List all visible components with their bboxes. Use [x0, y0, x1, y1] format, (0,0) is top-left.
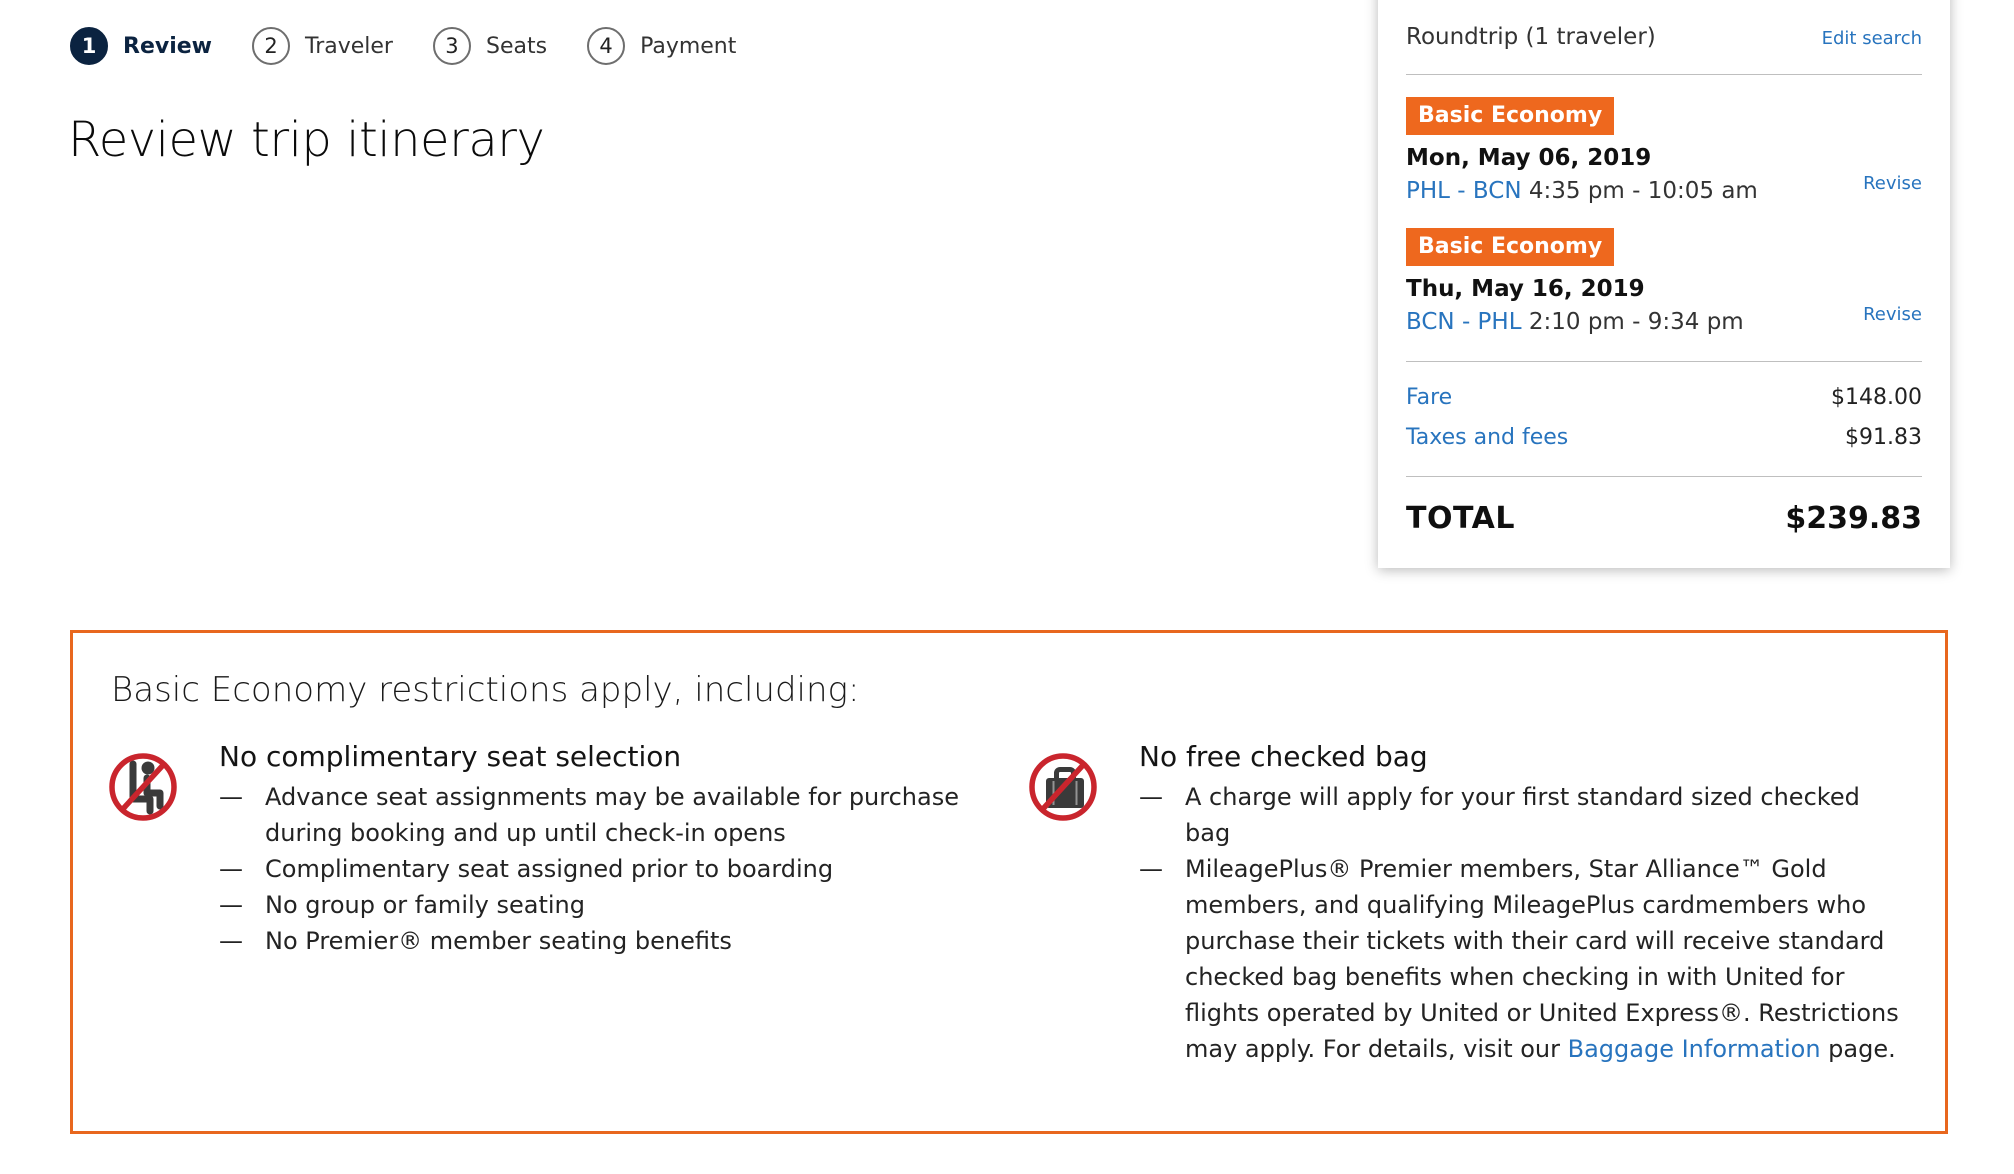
basic-economy-badge: Basic Economy	[1406, 228, 1614, 266]
segment-route-line	[1406, 307, 1922, 337]
list-item: — Advance seat assignments may be available for purchase during booking and up until check-in opens	[219, 779, 1027, 851]
step-seats-number: 3	[433, 27, 471, 65]
list-item: — A charge will apply for your first standard sized checked bag	[1139, 779, 1907, 851]
total-label: TOTAL	[1406, 501, 1515, 536]
flight-segment-return	[1406, 228, 1922, 337]
segment-route-link[interactable]: BCN - PHL	[1406, 309, 1522, 335]
segment-times: 4:35 pm - 10:05 am	[1528, 178, 1758, 204]
list-item	[1139, 851, 1907, 1067]
total-row	[1406, 501, 1922, 536]
restrictions-title: Basic Economy restrictions apply, including:	[111, 670, 860, 710]
list-item: — No Premier® member seating benefits	[219, 923, 1027, 959]
restriction-list-seats	[219, 779, 1027, 959]
page-title: Review trip itinerary	[68, 112, 545, 168]
flight-segment-outbound	[1406, 97, 1922, 206]
step-seats	[433, 27, 547, 65]
segment-route-link[interactable]: PHL - BCN	[1406, 178, 1522, 204]
restriction-column-seats	[107, 737, 1027, 1067]
trip-summary-card	[1378, 0, 1950, 568]
fare-link[interactable]: Fare	[1406, 385, 1453, 410]
basic-economy-restrictions-panel	[70, 630, 1948, 1134]
card-divider	[1406, 74, 1922, 75]
step-payment-label: Payment	[640, 33, 737, 59]
segment-route-line	[1406, 176, 1922, 206]
total-amount: $239.83	[1785, 501, 1922, 536]
step-review	[70, 27, 212, 65]
bag-benefit-text: MileagePlus® Premier members, Star Alliance™ Gold members, and qualifying MileagePlus cardmembers who purchase their tickets with their card will receive standard checked bag benefits when checking in with United for flights operated by United or United Express®. Restrictions may apply. For details, visit our	[1185, 855, 1899, 1063]
restriction-heading-bag: No free checked bag	[1139, 740, 1428, 773]
segment-date: Thu, May 16, 2019	[1406, 276, 1645, 302]
step-payment-number: 4	[587, 27, 625, 65]
step-seats-label: Seats	[485, 33, 548, 59]
list-item: — No group or family seating	[219, 887, 1027, 923]
step-traveler-label: Traveler	[305, 33, 393, 59]
revise-outbound-link[interactable]: Revise	[1863, 173, 1922, 194]
taxes-and-fees-link[interactable]: Taxes and fees	[1406, 425, 1569, 450]
step-payment	[587, 27, 736, 65]
step-review-number: 1	[70, 27, 108, 65]
no-seat-selection-icon	[107, 751, 179, 823]
taxes-amount: $91.83	[1845, 425, 1922, 450]
booking-stepper	[70, 27, 776, 65]
edit-search-link[interactable]: Edit search	[1821, 28, 1922, 49]
card-divider	[1406, 476, 1922, 477]
no-checked-bag-icon	[1027, 751, 1099, 823]
trip-type-label: Roundtrip (1 traveler)	[1406, 24, 1656, 50]
restriction-column-bag	[1027, 737, 1907, 1067]
segment-date: Mon, May 06, 2019	[1406, 145, 1652, 171]
restriction-heading-seats: No complimentary seat selection	[219, 740, 682, 773]
revise-return-link[interactable]: Revise	[1863, 304, 1922, 325]
segment-times: 2:10 pm - 9:34 pm	[1528, 309, 1744, 335]
step-traveler-number: 2	[252, 27, 290, 65]
basic-economy-badge: Basic Economy	[1406, 97, 1614, 135]
fare-amount: $148.00	[1831, 385, 1922, 410]
list-item: — Complimentary seat assigned prior to boarding	[219, 851, 1027, 887]
baggage-information-link[interactable]: Baggage Information	[1567, 1035, 1821, 1063]
step-review-label: Review	[123, 33, 212, 59]
taxes-row	[1406, 424, 1922, 452]
step-traveler	[252, 27, 393, 65]
fare-row	[1406, 384, 1922, 412]
card-divider	[1406, 361, 1922, 362]
bag-benefit-text-after: page.	[1820, 1035, 1896, 1063]
restriction-list-bag	[1139, 779, 1907, 1067]
